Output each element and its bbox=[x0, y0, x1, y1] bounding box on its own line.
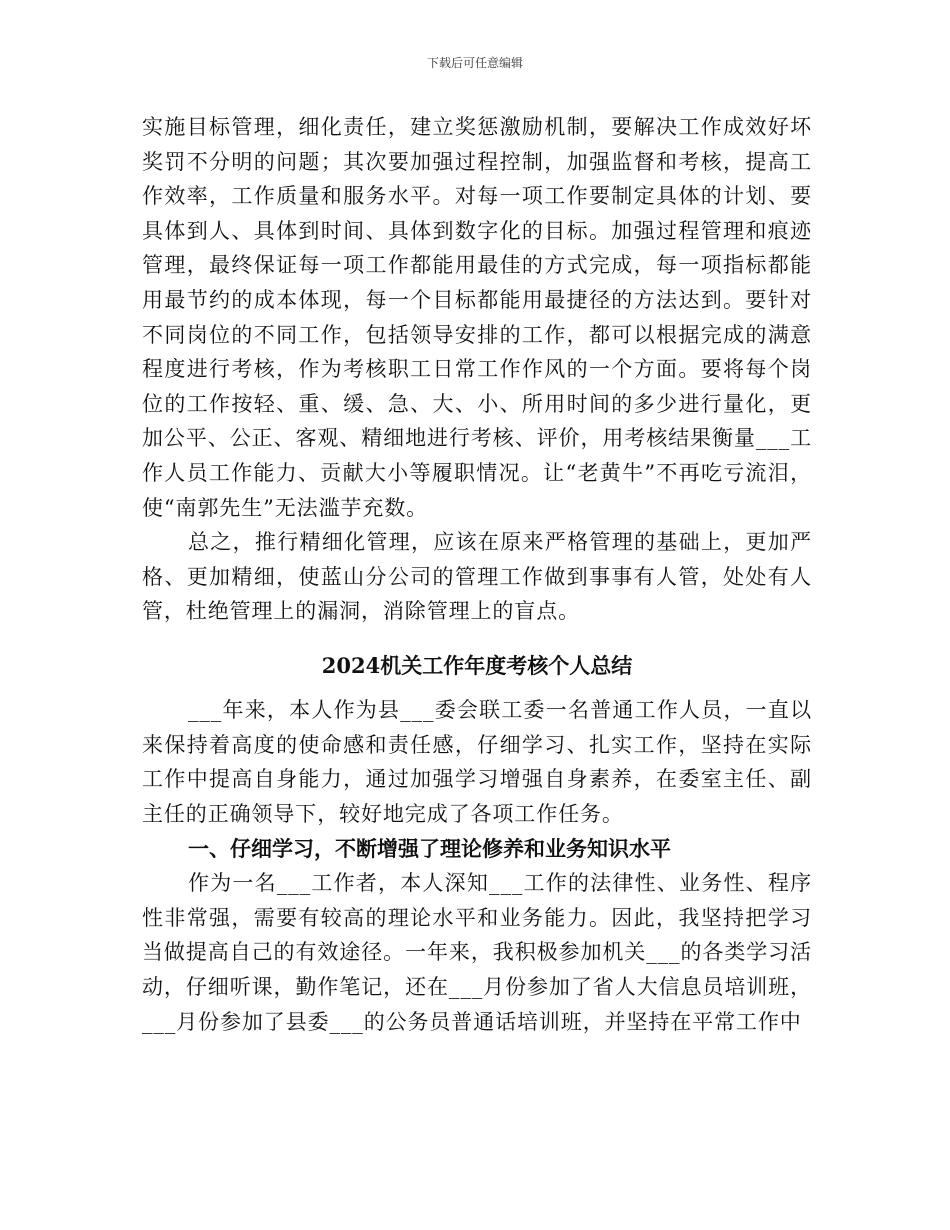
body-paragraph-conclusion: 总之，推行精细化管理，应该在原来严格管理的基础上，更加严格、更加精细，使蓝山分公司的管理工作做到事事有人管，处处有人管，杜绝管理上的漏洞，消除管理上的盲点。 bbox=[142, 530, 812, 624]
document-body bbox=[142, 110, 812, 1039]
section-intro-paragraph: ___年来，本人作为县___委会联工委一名普通工作人员，一直以来保持着高度的使命感和责任感，仔细学习、扎实工作，坚持在实际工作中提高自身能力，通过加强学习增强自身素养，在委室主任、副主任的正确领导下，较好地完成了各项工作任务。 bbox=[142, 697, 812, 826]
section-title: 2024机关工作年度考核个人总结 bbox=[321, 652, 633, 678]
section-heading-1: 一、仔细学习，不断增强了理论修养和业务知识水平 bbox=[188, 836, 671, 862]
body-paragraph-continued: 实施目标管理，细化责任，建立奖惩激励机制，要解决工作成效好坏奖罚不分明的问题；其次要加强过程控制，加强监督和考核，提高工作效率，工作质量和服务水平。对每一项工作要制定具体的计划、要具体到人、具体到时间、具体到数字化的目标。加强过程管理和痕迹管理，最终保证每一项工作都能用最佳的方式完成，每一项指标都能用最节约的成本体现，每一个目标都能用最捷径的方法达到。要针对不同岗位的不同工作，包括领导安排的工作，都可以根据完成的满意程度进行考核，作为考核职工日常工作作风的一个方面。要将每个岗位的工作按轻、重、缓、急、大、小、所用时间的多少进行量化，更加公平、公正、客观、精细地进行考核、评价，用考核结果衡量___工作人员工作能力、贡献大小等履职情况。让“老黄牛”不再吃亏流泪，使“南郭先生”无法滥芋充数。 bbox=[142, 115, 812, 520]
page-header: 下载后可任意编辑 bbox=[426, 56, 523, 70]
section-body-paragraph-1: 作为一名___工作者，本人深知___工作的法律性、业务性、程序性非常强，需要有较高的理论水平和业务能力。因此，我坚持把学习当做提高自己的有效途径。一年来，我积极参加机关___的各类学习活动，仔细听课，勤作笔记，还在___月份参加了省人大信息员培训班，___月份参加了县委___的公务员普通话培训班，并坚持在平常工作中 bbox=[142, 871, 812, 1034]
